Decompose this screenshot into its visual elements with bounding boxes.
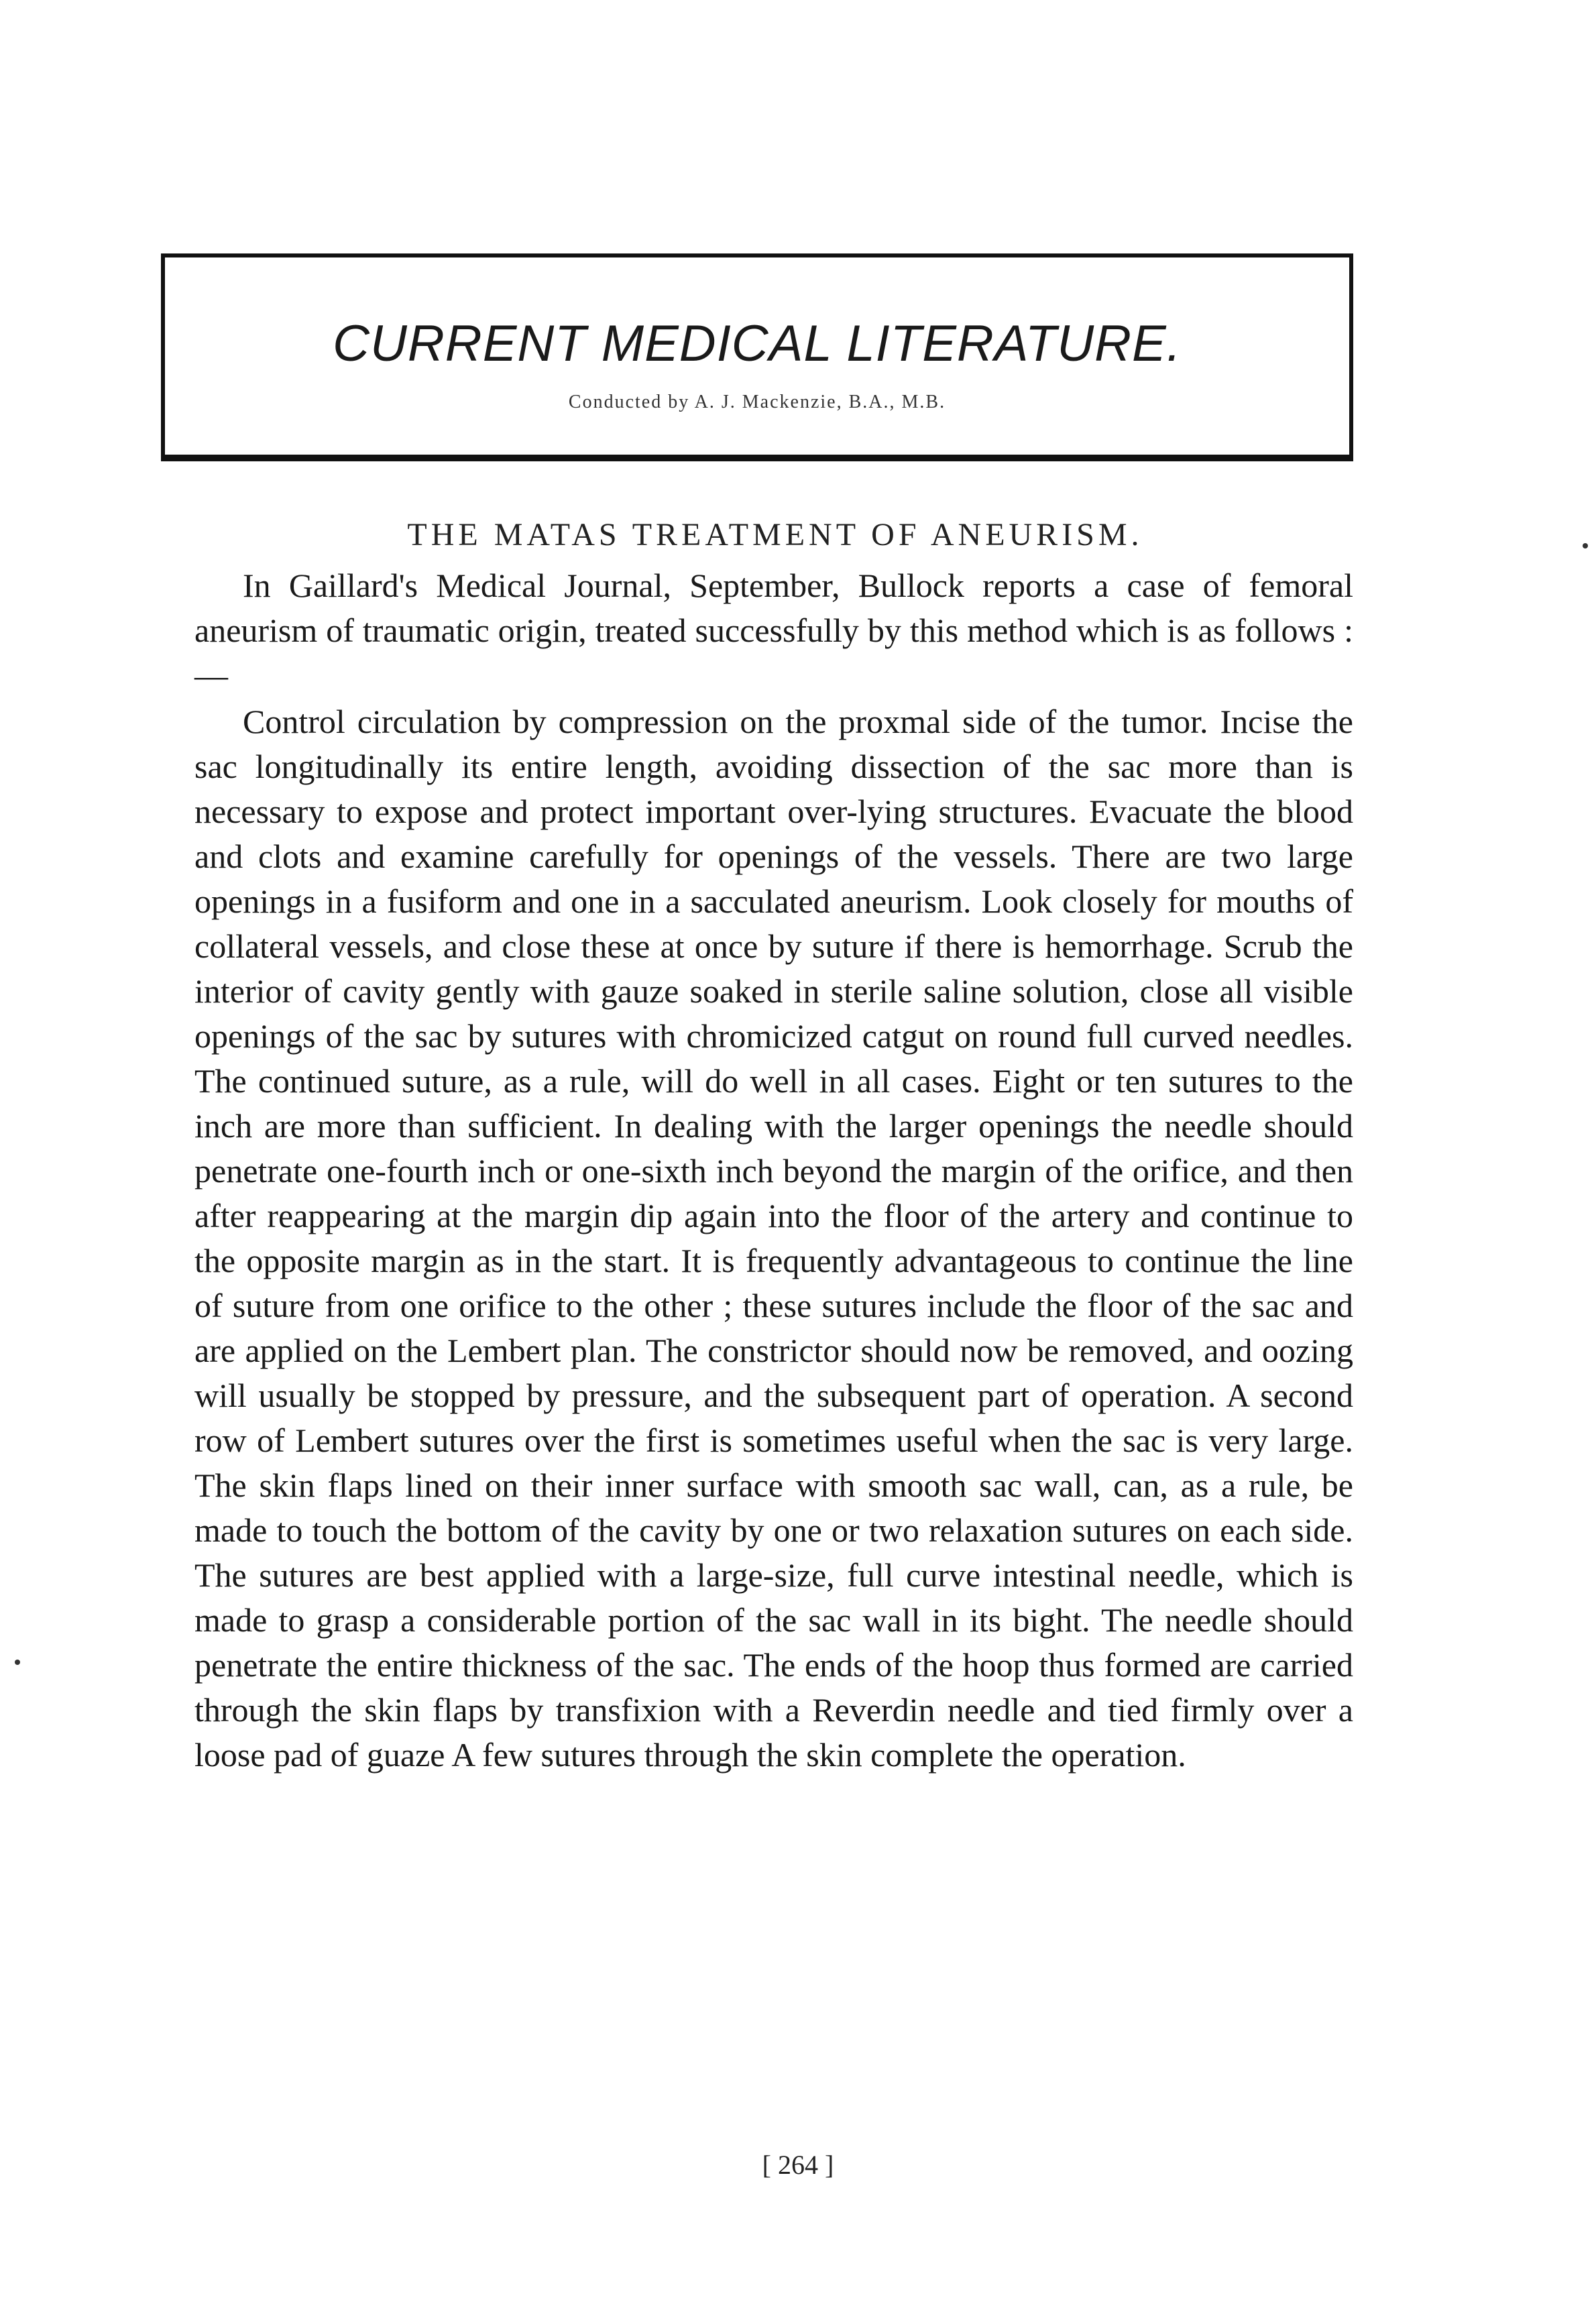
article-title: THE MATAS TREATMENT OF ANEURISM. [407, 517, 1143, 553]
article-paragraph-intro: In Gaillard's Medical Journal, September, Bullock reports a case of femoral aneurism of traumatic origin, treated successfully by this method which is as follows :— [194, 567, 1353, 694]
section-conductor-line: Conducted by A. J. Mackenzie, B.A., M.B. [568, 392, 946, 412]
section-header-box [161, 253, 1353, 461]
scan-speck [1583, 543, 1588, 548]
article-paragraph-body: Control circulation by compression on the proxmal side of the tumor. Incise the sac longitudinally its entire length, avoiding dissection of the sac more than is necessary to expose and protect important over-lying structures. Evacuate the blood and clots and examine carefully for openings of the vessels. There are two large openings in a fusiform and one in a sacculated aneurism. Look closely for mouths of collateral vessels, and close these at once by suture if there is hemorrhage. Scrub the interior of cavity gently with gauze soaked in sterile saline solution, close all visible openings of the sac by sutures with chromicized catgut on round full curved needles. The continued suture, as a rule, will do well in all cases. Eight or ten sutures to the inch are more than sufficient. In dealing with the larger openings the needle should penetrate one-fourth inch or one-sixth inch beyond the margin of the orifice, and then after reappearing at the margin dip again into the floor of the artery and continue to the opposite margin as in the start. It is frequently advantageous to continue the line of suture from one orifice to the other ; these sutures include the floor of the sac and are applied on the Lembert plan. The constrictor should now be removed, and oozing will usually be stopped by pressure, and the subsequent part of operation. A second row of Lembert sutures over the first is sometimes useful when the sac is very large. The skin flaps lined on their inner surface with smooth sac wall, can, as a rule, be made to touch the bottom of the cavity by one or two relaxation sutures on each side. The sutures are best applied with a large-size, full curve intestinal needle, which is made to grasp a considerable portion of the sac wall in its bight. The needle should penetrate the entire thickness of the sac. The ends of the hoop thus formed are carried through the skin flaps by transfixion with a Reverdin needle and tied firmly over a loose pad of guaze A few sutures through the skin complete the operation. [194, 703, 1353, 1774]
page-number: [ 264 ] [762, 2150, 834, 2180]
scan-speck [15, 1660, 20, 1665]
section-title: CURRENT MEDICAL LITERATURE. [333, 315, 1182, 372]
